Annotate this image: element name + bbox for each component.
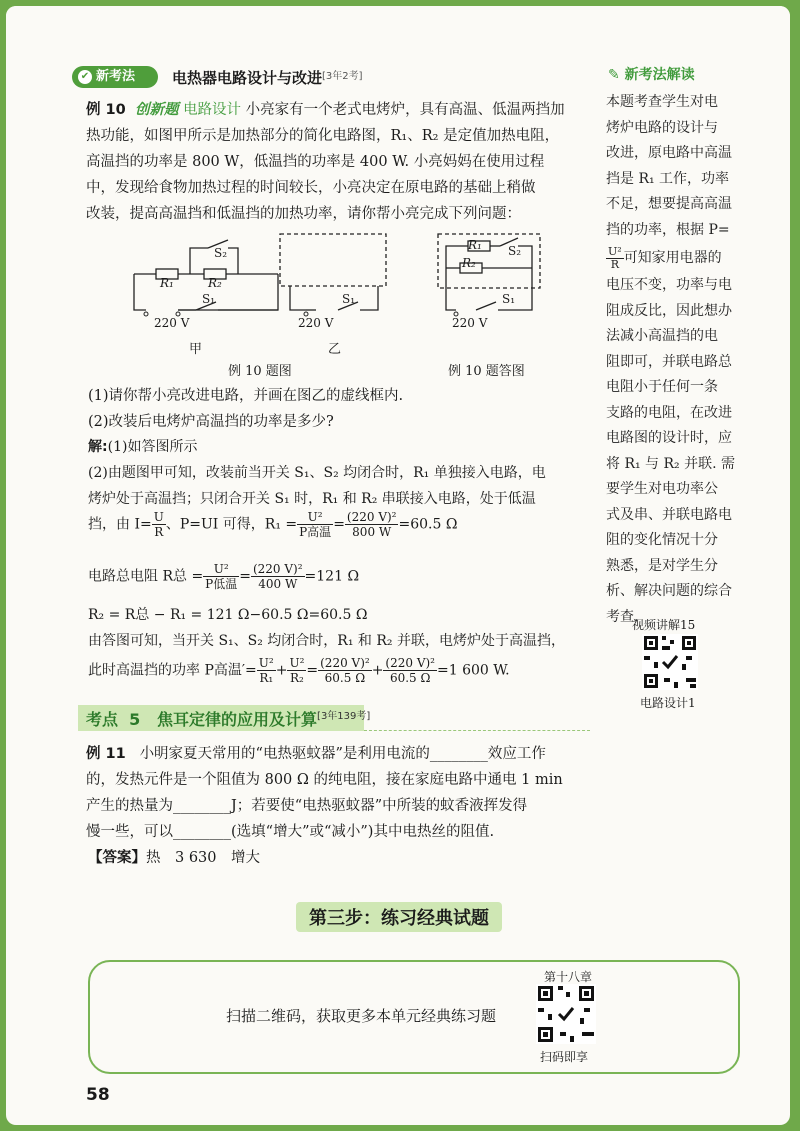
section-title: 电热器电路设计与改进[3年2考] [172, 69, 363, 87]
question-1: (1)请你帮小亮改进电路，并画在图乙的虚线框内. [88, 388, 404, 404]
page-number: 58 [86, 1085, 110, 1105]
label-r1-answer: R₁ [468, 238, 482, 252]
example-11-text: 例 11 小明家夏天常用的“电热驱蚊器”是利用电流的________效应工作 的，发热元件是一个阻值为 800 Ω 的纯电阻，接在家庭电路中通电 1 min 产生的热量为________J；若要使“电热驱蚊器”中所装的蚊香液挥发得 慢一些，可以________(选填“增大”或“减小”)其中电热丝的阻值. [86, 746, 563, 840]
check-icon: ✔ [78, 70, 92, 84]
label-s2-answer: S₂ [508, 244, 522, 258]
video-caption: 电路设计1 [640, 696, 696, 710]
chapter-qr-code[interactable] [536, 984, 596, 1044]
label-r2-answer: R₂ [462, 256, 476, 270]
scan-chapter: 第十八章 [544, 970, 593, 984]
label-jia: 甲 [189, 342, 203, 357]
solution-head: 解:(1)如答图所示 [88, 439, 198, 455]
equation-p-high: 此时高温挡的功率 P高温′= $\frac{\text{U²}}{\text{R₁}}$ + $\frac{\text{U²}}{\text{R₂}}$ = $\frac{\text{(220 V)²}}{60.5 \Omega}$ + $\frac{\text{(220 V)²}}{60.5 \Omega}$ =1 600 W. [88, 656, 510, 685]
label-s1-yi: S₁ [342, 292, 356, 306]
scan-caption: 扫码即享 [540, 1050, 589, 1064]
label-r1-jia: R₁ [160, 276, 174, 290]
kaodian-title: 考点 5 焦耳定律的应用及计算[3年139考] [86, 710, 371, 729]
example-10-text: 例 10 创新题 电路设计 小亮家有一个老式电烤炉，具有高温、低温两挡加 热功能，如图甲所示是加热部分的简化电路图，R₁、R₂ 是定值加热电阻， 高温挡的功率是 800 W，低温挡的功率是 400 W. 小亮妈妈在使用过程 中，发现给食物加热过程的时间较长，小亮决定在原电路的基础上稍做 改装，提高高温挡和低温挡的加热功率，请你帮小亮完成下列问题： [86, 101, 565, 222]
wire [134, 274, 146, 310]
switch-s1-answer [476, 302, 496, 310]
label-voltage-yi: 220 V [298, 316, 334, 330]
top-band [6, 6, 790, 50]
qr-icon [642, 634, 698, 690]
label-s1-answer: S₁ [502, 292, 516, 306]
label-voltage-jia: 220 V [154, 316, 190, 330]
caption-left: 例 10 题图 [228, 364, 292, 379]
qr-icon [536, 984, 596, 1044]
solution-line: (2)由题图甲可知，改装前当开关 S₁、S₂ 均闭合时，R₁ 单独接入电路，电 [88, 465, 546, 481]
caption-right: 例 10 题答图 [448, 364, 525, 379]
equation-r2: R₂ = R总 − R₁ = 121 Ω−60.5 Ω=60.5 Ω [88, 607, 368, 623]
label-s1-jia: S₁ [202, 292, 216, 306]
video-label: 视频讲解15 [632, 618, 696, 632]
equation-r1: 挡，由 I= $\frac{U}{R}$ 、P=UI 可得，R₁ = $\frac{\text{U²}}{\text{P高温}}$ = $\frac{\text{(220 V)²}}{800 W}$ =60.5 Ω [88, 510, 458, 539]
step-3-title: 第三步：练习经典试题 [309, 908, 489, 929]
kaodian-divider [364, 730, 590, 731]
solution-line: 由答图可知，当开关 S₁、S₂ 均闭合时，R₁ 和 R₂ 并联，电烤炉处于高温挡， [88, 633, 565, 649]
label-voltage-answer: 220 V [452, 316, 488, 330]
label-yi: 乙 [328, 342, 342, 357]
sidebar-text: 本题考查学生对电 烤炉电路的设计与 改进，原电路中高温 挡是 R₁ 工作，功率 不足，想要提高高温 挡的功率，根据 P= $\frac{\text{U²}}{R}$ 可知家用电器的 电压不变，功率与电 阻成反比，因此想办 法减小高温挡的电 阻即可，并联电路总 电阻小于任何一条 支路的电阻，在改进 电路图的设计时，应 将 R₁ 与 R₂ 并联. 需 要学生对电功率公 式及串、并联电路电 阻的变化情况十分 熟悉，是对学生分 析、解决问题的综合 考查. [606, 94, 736, 625]
video-qr-code[interactable] [642, 634, 698, 690]
equation-r-total: 电路总电阻 R总 = $\frac{\text{U²}}{\text{P低温}}$ = $\frac{\text{(220 V)²}}{400 W}$ =121 Ω [88, 562, 360, 591]
dashed-box-answer [438, 234, 540, 288]
label-s2-jia: S₂ [214, 246, 228, 260]
label-r2-jia: R₂ [208, 276, 222, 290]
solution-line: 烤炉处于高温挡；只闭合开关 S₁ 时，R₁ 和 R₂ 串联接入电路，处于低温 [88, 491, 536, 507]
scan-text: 扫描二维码，获取更多本单元经典练习题 [226, 1007, 497, 1025]
example-11-answer: 【答案】热 3 630 增大 [88, 849, 261, 866]
sidebar-title: ✎ 新考法解读 [608, 67, 695, 83]
question-2: (2)改装后电烤炉高温挡的功率是多少? [88, 414, 334, 430]
dashed-box-yi [280, 234, 386, 286]
new-method-tag: ✔ 新考法 [72, 66, 158, 88]
